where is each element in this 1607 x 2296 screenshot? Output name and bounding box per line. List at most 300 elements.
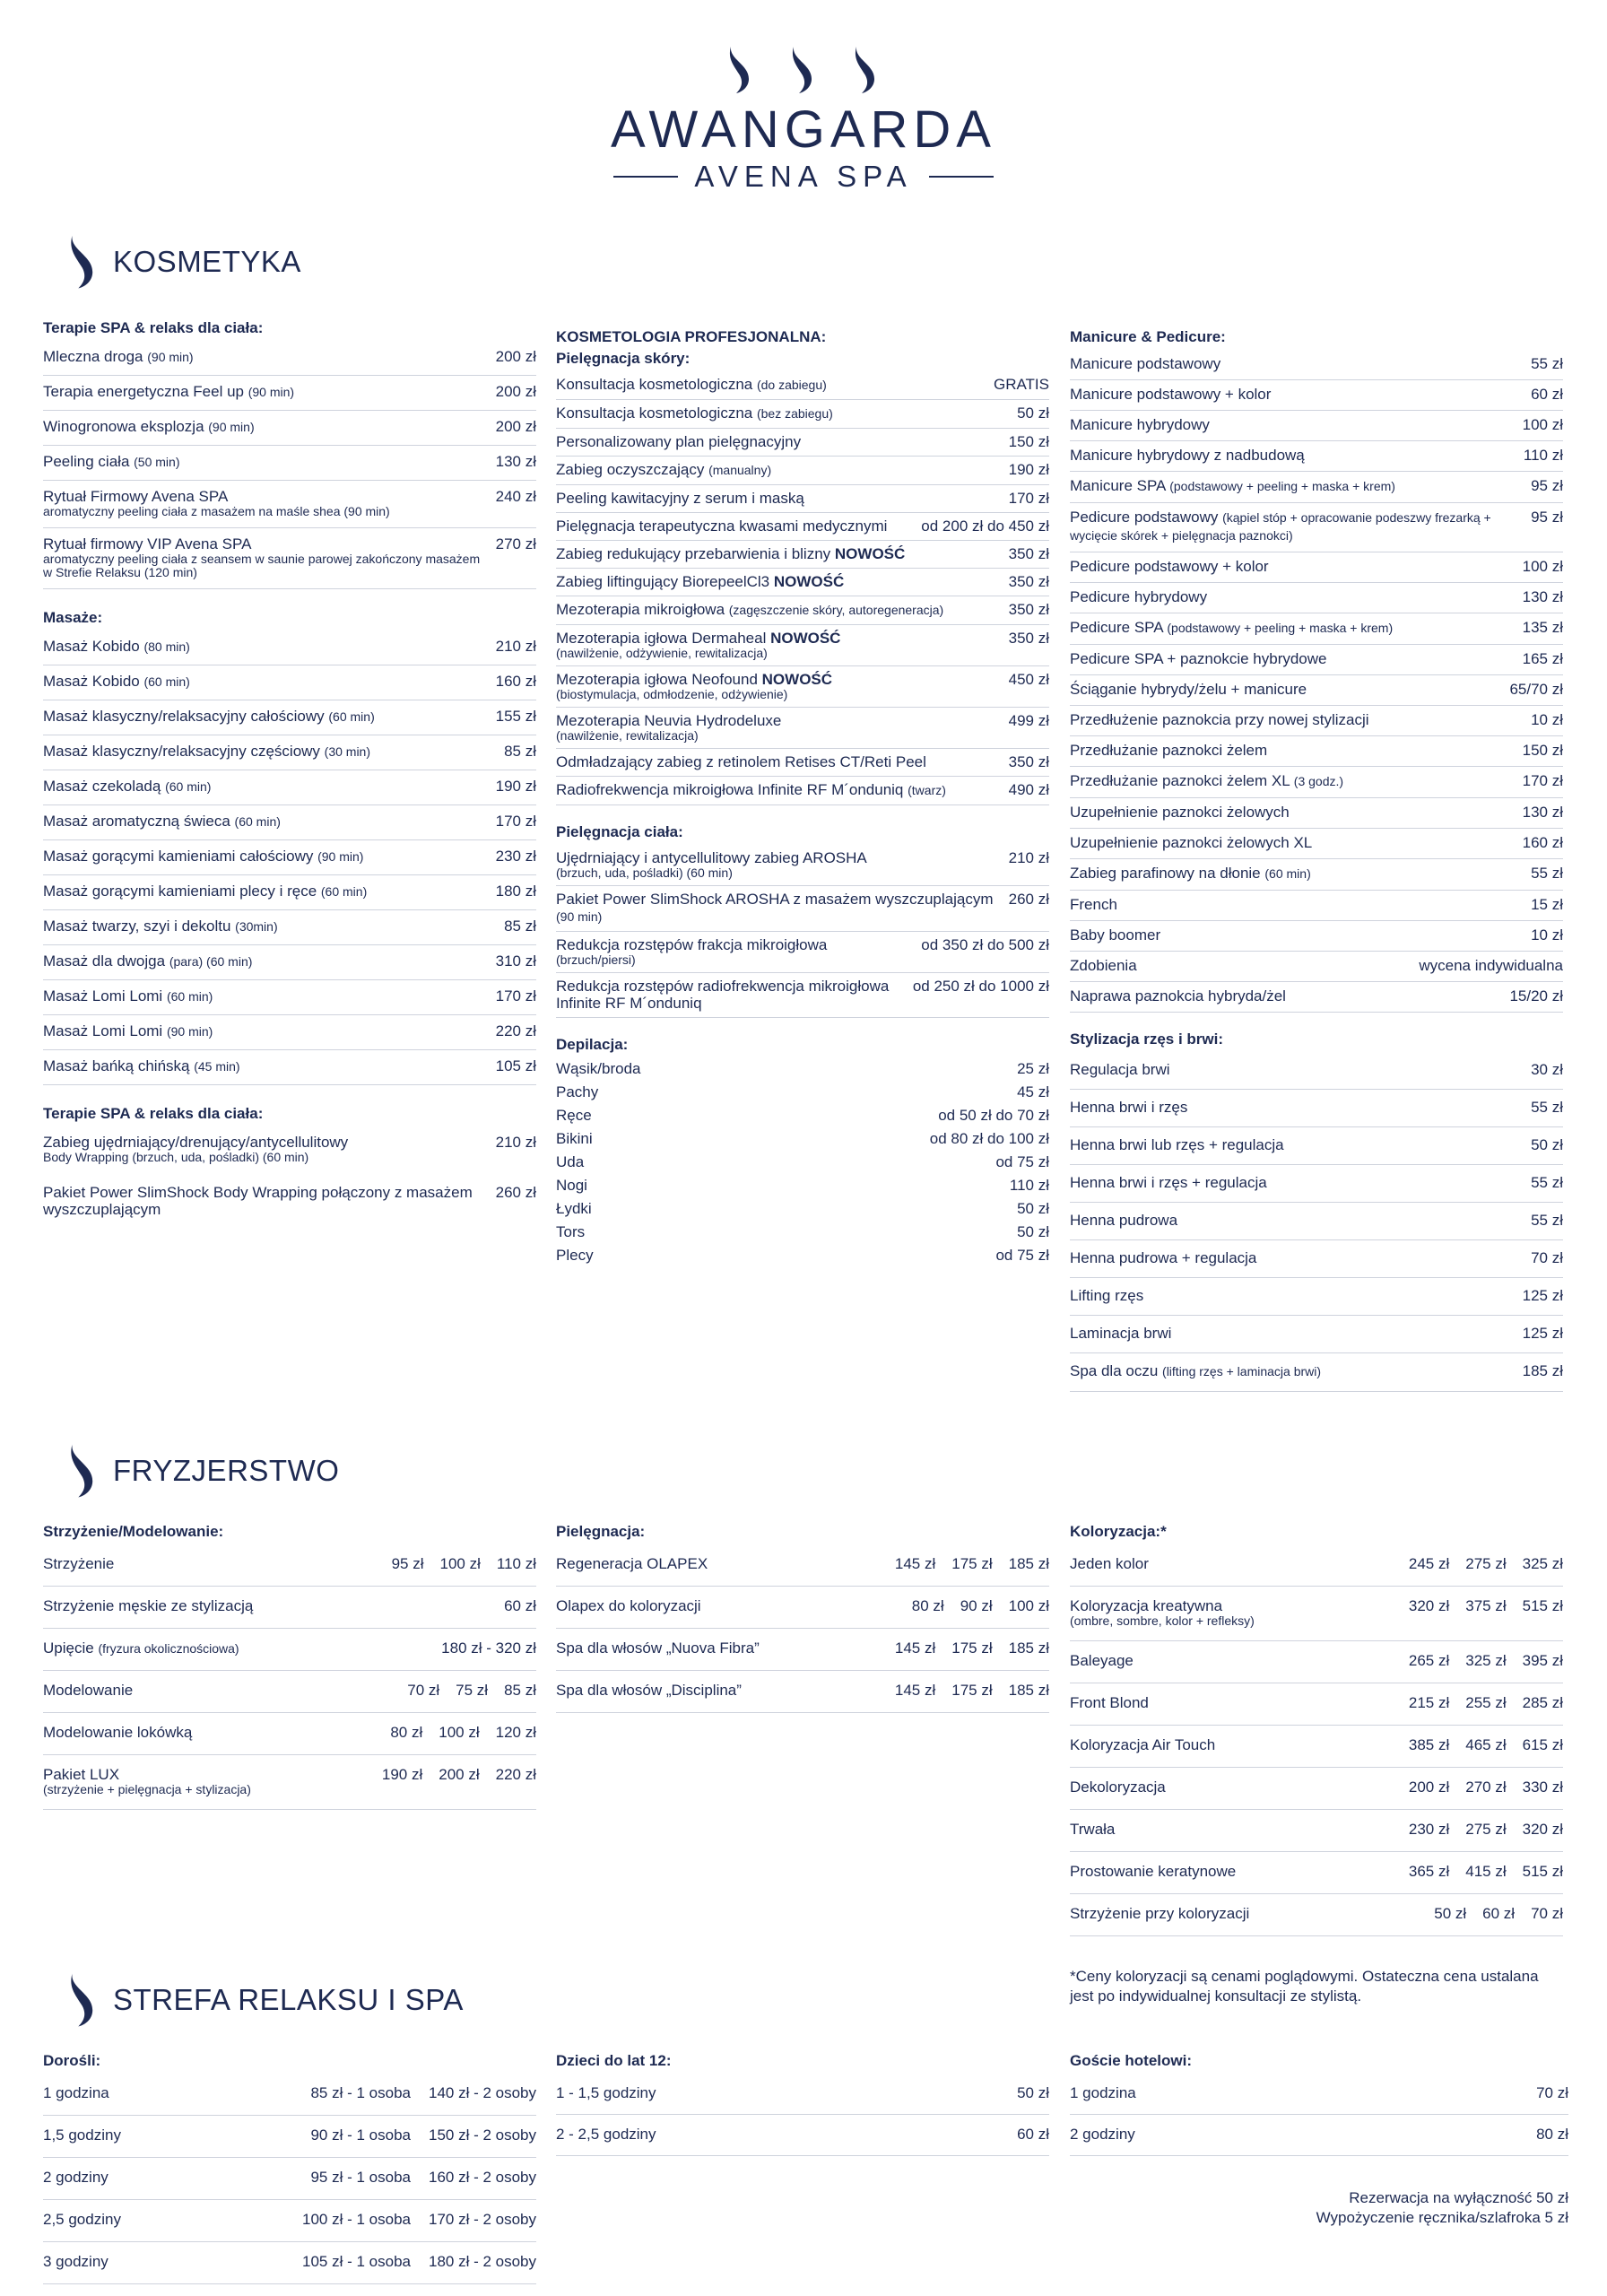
price-row <box>43 411 536 446</box>
service-label: Masaż bańką chińską <box>43 1057 190 1074</box>
price-row <box>1070 645 1563 675</box>
service-name <box>1070 896 1531 913</box>
price: 260 zł <box>495 1184 536 1201</box>
service-label: Koloryzacja Air Touch <box>1070 1736 1216 1753</box>
service-name <box>1070 558 1523 575</box>
service-name <box>1070 681 1509 698</box>
service-description: (ombre, sombre, kolor + refleksy) <box>1070 1613 1255 1628</box>
price-row <box>556 1221 1049 1244</box>
price-row <box>556 457 1049 485</box>
service-name <box>43 1134 496 1164</box>
service-description: (nawilżenie, rewitalizacja) <box>556 728 699 743</box>
price: 170 zł <box>1522 772 1563 789</box>
price: 145 zł <box>894 1682 936 1699</box>
service-name <box>1070 447 1524 464</box>
service-name <box>1070 1555 1409 1572</box>
service-detail: (45 min) <box>194 1059 240 1074</box>
price: 270 zł <box>1465 1779 1507 1796</box>
price-row <box>1070 891 1563 921</box>
service-description: aromatyczny peeling ciała z masażem na maśle shea (90 min) <box>43 504 390 518</box>
subheading: Pielęgnacja: <box>556 1523 646 1540</box>
price: od 75 zł <box>995 1153 1049 1170</box>
price: 275 zł <box>1465 1821 1507 1838</box>
price-row <box>43 1050 536 1085</box>
fryzjerstwo-column-2 <box>556 1514 1049 1713</box>
price: 350 zł <box>1008 630 1049 647</box>
price-row <box>1070 1641 1563 1683</box>
price: 70 zł <box>1536 2084 1568 2101</box>
service-name <box>556 2126 1017 2143</box>
price-double: 150 zł - 2 osoby <box>428 2126 536 2144</box>
price: 230 zł <box>1408 1821 1450 1838</box>
subheading: Stylizacja rzęs i brwi: <box>1070 1031 1224 1048</box>
leaf-icon <box>68 1440 99 1501</box>
service-label: Regulacja brwi <box>1070 1061 1170 1078</box>
new-badge: NOWOŚĆ <box>770 630 841 647</box>
service-label: French <box>1070 896 1117 913</box>
price-row <box>43 2116 536 2158</box>
service-label: Masaż aromatyczną świeca <box>43 813 230 830</box>
service-label: Prostowanie keratynowe <box>1070 1863 1237 1880</box>
service-label: Pakiet LUX <box>43 1766 120 1783</box>
price-row <box>556 1151 1049 1174</box>
price-row <box>1070 1587 1563 1641</box>
service-detail: (zagęszczenie skóry, autoregeneracja) <box>728 603 944 617</box>
price-row <box>1070 503 1563 552</box>
service-label: Pachy <box>556 1083 599 1100</box>
service-name <box>1070 772 1523 790</box>
price-row <box>43 528 536 589</box>
price: 80 zł <box>911 1597 944 1614</box>
price-row <box>43 700 536 735</box>
service-name <box>1070 1821 1409 1838</box>
price: 85 zł <box>504 743 536 760</box>
price: 320 zł <box>1522 1821 1563 1838</box>
service-name <box>43 383 496 401</box>
leaf-icon <box>853 45 880 95</box>
price-group <box>895 1639 1049 1657</box>
service-detail: (60 min) <box>234 814 281 829</box>
price: od 250 zł do 1000 zł <box>912 978 1049 995</box>
price-row <box>1070 1544 1563 1587</box>
price-double: 160 zł - 2 osoby <box>428 2169 536 2186</box>
service-name <box>1070 509 1531 544</box>
service-name <box>43 1639 441 1657</box>
service-name <box>556 1682 895 1699</box>
subheading: Manicure & Pedicure: <box>1070 328 1226 345</box>
service-detail: (lifting rzęs + laminacja brwi) <box>1162 1364 1322 1378</box>
kosmetyka-column-2 <box>556 319 1049 1267</box>
price-row <box>1070 1127 1563 1165</box>
price-row <box>43 1587 536 1629</box>
service-name <box>43 453 496 471</box>
price-row <box>1070 613 1563 645</box>
price: 285 zł <box>1522 1694 1563 1711</box>
subheading: Terapie SPA & relaks dla ciała: <box>43 1105 264 1122</box>
divider <box>613 176 678 178</box>
service-label: 2 - 2,5 godziny <box>556 2126 656 2143</box>
price: 350 zł <box>1008 601 1049 618</box>
service-detail: (60 min) <box>328 709 375 724</box>
price-row <box>556 666 1049 708</box>
price-group <box>1409 1863 1563 1881</box>
service-label: Pakiet Power SlimShock AROSHA z masażem wyszczuplającym <box>556 891 994 908</box>
price: 100 zł <box>439 1724 480 1741</box>
service-name <box>43 673 496 691</box>
price-row <box>556 1671 1049 1713</box>
service-label: Spa dla oczu <box>1070 1362 1159 1379</box>
service-label: Peeling kawitacyjny z serum i maską <box>556 490 804 507</box>
service-label: Upięcie <box>43 1639 94 1657</box>
price-group <box>1409 1736 1563 1754</box>
price-row <box>43 1713 536 1755</box>
section-title: KOSMETYKA <box>113 245 301 278</box>
service-name <box>1070 619 1523 637</box>
price: 465 zł <box>1465 1736 1507 1753</box>
service-label: Henna brwi lub rzęs + regulacja <box>1070 1136 1284 1153</box>
strefa-footnote <box>1070 2188 1568 2228</box>
price-group <box>441 1639 536 1657</box>
service-label: Uda <box>556 1153 585 1170</box>
service-name <box>1070 926 1531 944</box>
price-row <box>556 932 1049 973</box>
service-name <box>556 1153 995 1170</box>
price: 375 zł <box>1465 1597 1507 1614</box>
service-detail: (90 min) <box>317 849 364 864</box>
price-row <box>1070 1203 1563 1240</box>
price-row <box>556 1057 1049 1081</box>
service-name <box>1070 2126 1536 2143</box>
price-row <box>556 596 1049 625</box>
service-name <box>1070 1099 1531 1116</box>
price-single: 105 zł - 1 osoba <box>302 2253 411 2270</box>
service-name <box>556 753 1009 770</box>
price-row <box>43 1015 536 1050</box>
price: 10 zł <box>1531 926 1563 944</box>
price-row <box>43 1671 536 1713</box>
towel-rental-note: Wypożyczenie ręcznika/szlafroka 5 zł <box>1316 2209 1568 2226</box>
service-name <box>556 1597 912 1614</box>
price: 55 zł <box>1531 865 1563 882</box>
service-label: Masaż Kobido <box>43 673 140 690</box>
service-label: Przedłużenie paznokcia przy nowej stylizacji <box>1070 711 1369 728</box>
price: 365 zł <box>1408 1863 1450 1880</box>
price-row <box>1070 675 1563 706</box>
service-detail: (60 min) <box>1264 866 1311 881</box>
price: 200 zł <box>495 418 536 435</box>
price: 145 zł <box>894 1639 936 1657</box>
service-detail: (30 min) <box>324 744 371 759</box>
price: 10 zł <box>1531 711 1563 728</box>
service-label: Redukcja rozstępów frakcja mikroigłowa <box>556 936 828 953</box>
price-row <box>1070 1852 1563 1894</box>
service-name <box>556 849 1009 880</box>
price: 200 zł <box>495 348 536 365</box>
price-row <box>556 371 1049 400</box>
price-row <box>556 400 1049 429</box>
price: 185 zł <box>1008 1555 1049 1572</box>
price-row <box>556 973 1049 1018</box>
service-detail: (90 min) <box>248 385 295 399</box>
price-group <box>382 1766 536 1784</box>
price-row <box>556 1587 1049 1629</box>
price-double: 140 zł - 2 osoby <box>428 2084 536 2101</box>
service-name <box>556 1555 895 1572</box>
service-name <box>1070 416 1523 433</box>
price: 50 zł <box>1531 1136 1563 1153</box>
price: 110 zł <box>1523 447 1563 464</box>
service-label: Baleyage <box>1070 1652 1134 1669</box>
section-title: STREFA RELAKSU I SPA <box>113 1983 464 2016</box>
service-name <box>1070 1652 1409 1669</box>
price-row <box>43 1544 536 1587</box>
price-row <box>1070 798 1563 829</box>
strefa-column-2 <box>556 2043 1049 2156</box>
price-row <box>1070 1278 1563 1316</box>
service-label: Rytuał firmowy VIP Avena SPA <box>43 535 252 552</box>
price-row <box>43 805 536 840</box>
price-single: 95 zł - 1 osoba <box>310 2169 411 2186</box>
service-name <box>43 918 504 935</box>
price-row <box>1070 1090 1563 1127</box>
price-row <box>43 341 536 376</box>
service-name <box>1070 1325 1523 1342</box>
price: 30 zł <box>1531 1061 1563 1078</box>
price: 490 zł <box>1008 781 1049 798</box>
price: 200 zł <box>439 1766 480 1783</box>
service-name <box>43 952 496 970</box>
price-row <box>43 2200 536 2242</box>
price-row <box>43 446 536 481</box>
price-group <box>310 2126 536 2144</box>
price-row <box>43 945 536 980</box>
service-name <box>1070 1212 1531 1229</box>
price-single: 100 zł - 1 osoba <box>302 2211 411 2228</box>
service-label: Manicure SPA <box>1070 477 1166 494</box>
service-name <box>1070 1779 1409 1796</box>
service-label: Peeling ciała <box>43 453 130 470</box>
price-row <box>556 1174 1049 1197</box>
service-label: Masaż klasyczny/relaksacyjny częściowy <box>43 743 320 760</box>
service-label: Henna brwi i rzęs + regulacja <box>1070 1174 1267 1191</box>
price-row <box>556 485 1049 513</box>
price-group <box>302 2253 536 2271</box>
price-row <box>556 1244 1049 1267</box>
price-group <box>392 1555 536 1573</box>
price: 230 zł <box>495 848 536 865</box>
service-label: Terapia energetyczna Feel up <box>43 383 244 400</box>
price-group <box>1409 1694 1563 1712</box>
service-name <box>556 1200 1017 1217</box>
service-label: Redukcja rozstępów radiofrekwencja mikroigłowa Infinite RF M´onduniq <box>556 978 890 1012</box>
service-name <box>43 2084 310 2101</box>
price: 85 zł <box>504 1682 536 1699</box>
price-row <box>556 429 1049 457</box>
price-row <box>1070 2115 1568 2156</box>
price-row <box>1070 411 1563 441</box>
price-row <box>556 886 1049 932</box>
service-name <box>556 490 1009 507</box>
price: 160 zł <box>495 673 536 690</box>
new-badge: NOWOŚĆ <box>834 545 906 562</box>
service-description: (strzyżenie + pielęgnacja + stylizacja) <box>43 1782 251 1796</box>
service-name <box>43 638 496 656</box>
service-label: Radiofrekwencja mikroigłowa Infinite RF M´onduniq <box>556 781 904 798</box>
subheading: Pielęgnacja skóry: <box>556 350 691 367</box>
service-label: Masaż dla dwojga <box>43 952 166 970</box>
service-name <box>1070 650 1523 667</box>
service-label: Winogronowa eksplozja <box>43 418 209 435</box>
price: 110 zł <box>1009 1177 1049 1194</box>
price-row <box>556 749 1049 777</box>
service-label: Masaż gorącymi kamieniami plecy i ręce <box>43 883 317 900</box>
price-group <box>310 2084 536 2102</box>
service-label: Strzyżenie męskie ze stylizacją <box>43 1597 254 1614</box>
price-row <box>43 840 536 875</box>
service-label: Front Blond <box>1070 1694 1149 1711</box>
service-label: 1,5 godziny <box>43 2126 121 2144</box>
service-name <box>43 708 496 726</box>
price-row <box>1070 767 1563 798</box>
price-group <box>1409 1779 1563 1796</box>
service-name <box>556 1639 895 1657</box>
service-name <box>1070 742 1523 759</box>
service-label: Mezoterapia mikroigłowa <box>556 601 725 618</box>
service-name <box>43 1057 496 1075</box>
service-name <box>43 488 496 518</box>
service-name <box>43 813 496 831</box>
service-label: 1 godzina <box>43 2084 109 2101</box>
service-name <box>556 1083 1017 1100</box>
service-label: Strzyżenie <box>43 1555 115 1572</box>
leaf-icon <box>68 1970 99 2031</box>
price-row <box>43 2074 536 2116</box>
service-name <box>1070 1174 1531 1191</box>
leaf-icon <box>790 45 817 95</box>
price: 325 zł <box>1522 1555 1563 1572</box>
service-name <box>1070 804 1523 821</box>
service-detail: (podstawowy + peeling + maska + krem) <box>1167 621 1394 635</box>
section-title: FRYZJERSTWO <box>113 1454 340 1487</box>
service-label: Uzupełnienie paznokci żelowych XL <box>1070 834 1313 851</box>
price: 210 zł <box>495 638 536 655</box>
service-name <box>556 1060 1017 1077</box>
service-detail: (60 min) <box>165 779 212 794</box>
price: 210 zł <box>1008 849 1049 866</box>
service-label: Plecy <box>556 1247 594 1264</box>
service-name <box>43 1766 382 1796</box>
price: 65/70 zł <box>1509 681 1563 698</box>
subheading: Terapie SPA & relaks dla ciała: <box>43 319 264 336</box>
service-name <box>1070 711 1531 728</box>
price-row <box>556 1629 1049 1671</box>
price: 350 zł <box>1008 573 1049 590</box>
price-row <box>43 2242 536 2284</box>
service-label: Mezoterapia igłowa Neofound <box>556 671 758 688</box>
service-name <box>556 1247 995 1264</box>
service-label: Mezoterapia Neuvia Hydrodeluxe <box>556 712 782 729</box>
price-single: 90 zł - 1 osoba <box>310 2126 411 2144</box>
price-row <box>1070 829 1563 859</box>
service-name <box>1070 1362 1523 1380</box>
service-name <box>1070 1905 1434 1922</box>
service-name <box>43 778 496 796</box>
price-group <box>390 1724 536 1742</box>
price: 260 zł <box>1008 891 1049 908</box>
price: 350 zł <box>1008 753 1049 770</box>
service-label: Uzupełnienie paznokci żelowych <box>1070 804 1290 821</box>
price-group <box>310 2169 536 2187</box>
service-label: 2,5 godziny <box>43 2211 121 2228</box>
price-row <box>1070 1165 1563 1203</box>
price: 395 zł <box>1522 1652 1563 1669</box>
service-detail: (30min) <box>235 919 278 934</box>
service-name <box>556 1107 938 1124</box>
price: 50 zł <box>1017 404 1049 422</box>
price: 50 zł <box>1017 1223 1049 1240</box>
price: 60 zł <box>1482 1905 1516 1922</box>
service-name <box>556 1223 1017 1240</box>
service-detail: (bez zabiegu) <box>756 406 833 421</box>
price: 450 zł <box>1008 671 1049 688</box>
brand-name: AWANGARDA <box>611 100 996 159</box>
service-label: Łydki <box>556 1200 592 1217</box>
price-row <box>556 513 1049 541</box>
price-group <box>1434 1905 1563 1923</box>
service-label: Pedicure hybrydowy <box>1070 588 1208 605</box>
price: 515 zł <box>1522 1863 1563 1880</box>
service-label: Personalizowany plan pielęgnacyjny <box>556 433 802 450</box>
service-label: Ujędrniający i antycellulitowy zabieg AROSHA <box>556 849 867 866</box>
service-detail: (3 godz.) <box>1293 774 1344 788</box>
service-label: Ściąganie hybrydy/żelu + manicure <box>1070 681 1307 698</box>
price-row <box>43 1126 536 1177</box>
service-label: Dekoloryzacja <box>1070 1779 1166 1796</box>
price: 95 zł <box>1531 509 1563 526</box>
price-row <box>556 2074 1049 2115</box>
price: od 350 zł do 500 zł <box>921 936 1049 953</box>
kosmetyka-column-1 <box>43 310 536 1231</box>
service-name <box>556 671 1009 701</box>
subheading: Strzyżenie/Modelowanie: <box>43 1523 224 1540</box>
service-name <box>43 2126 310 2144</box>
service-label: Zdobienia <box>1070 957 1137 974</box>
price: 160 zł <box>1522 834 1563 851</box>
service-detail: (para) (60 min) <box>169 954 253 969</box>
service-name <box>556 404 1017 422</box>
service-label: Zabieg ujędrniający/drenujący/antycellulitowy <box>43 1134 349 1151</box>
price-row <box>556 777 1049 805</box>
service-name <box>556 781 1009 799</box>
price: 350 zł <box>1008 545 1049 562</box>
service-description: (nawilżenie, odżywienie, rewitalizacja) <box>556 646 768 660</box>
price: od 75 zł <box>995 1247 1049 1264</box>
leaf-icon <box>727 45 754 95</box>
price: 70 zł <box>407 1682 440 1699</box>
strefa-column-1 <box>43 2043 536 2284</box>
service-label: Modelowanie <box>43 1682 134 1699</box>
service-detail: (60 min) <box>166 989 213 1004</box>
price-row <box>556 845 1049 886</box>
service-detail: (podstawowy + peeling + maska + krem) <box>1169 479 1395 493</box>
service-detail: (kąpiel stóp + opracowanie podeszwy frezarką + wycięcie skórek + pielęgnacja paznokci) <box>1070 510 1491 543</box>
price: 415 zł <box>1465 1863 1507 1880</box>
price: 130 zł <box>1522 588 1563 605</box>
price: 155 zł <box>495 708 536 725</box>
service-label: Baby boomer <box>1070 926 1161 944</box>
service-label: Jeden kolor <box>1070 1555 1149 1572</box>
price: 55 zł <box>1531 1099 1563 1116</box>
